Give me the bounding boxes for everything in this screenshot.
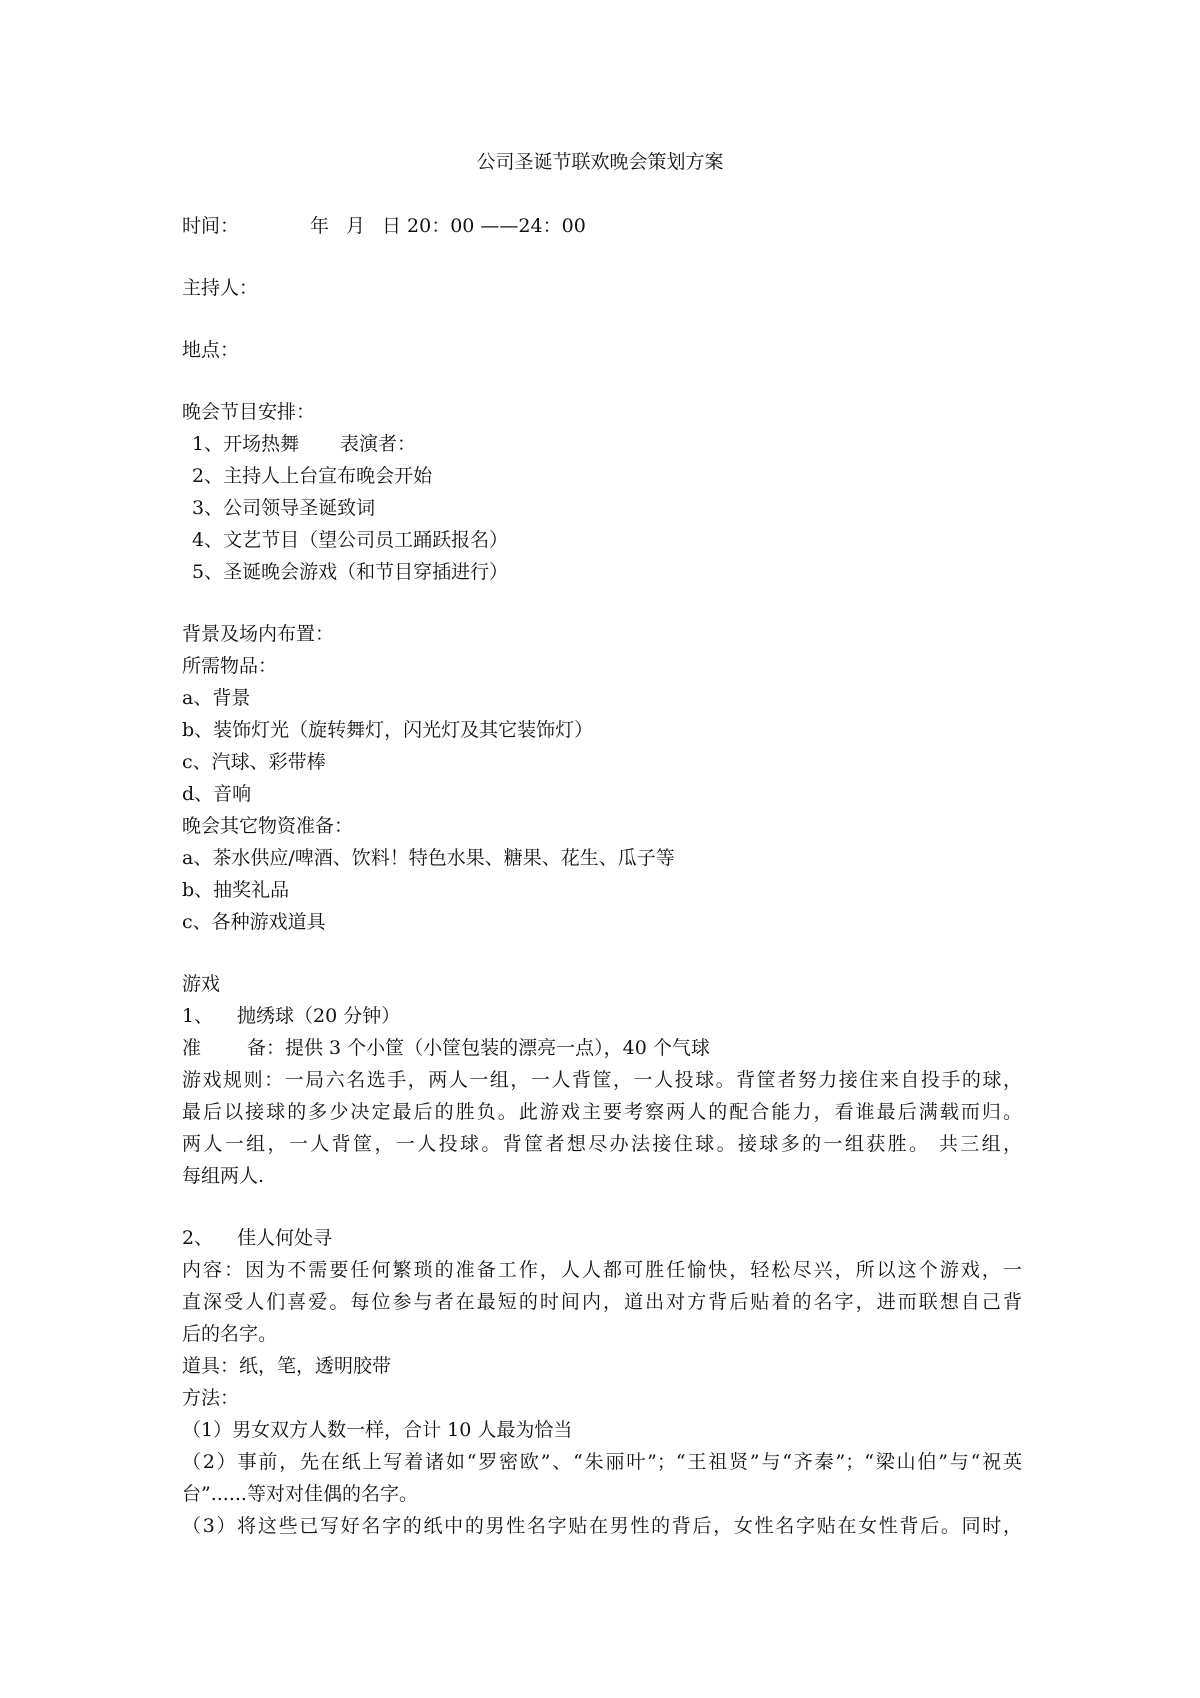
other-item: a、茶水供应/啤酒、饮料！特色水果、糖果、花生、瓜子等 bbox=[182, 847, 675, 869]
game1-prep-label-a: 准 bbox=[182, 1037, 202, 1059]
game2-step: （2）事前，先在纸上写着诸如“罗密欧”、“朱丽叶”；“王祖贤”与“齐秦”；“梁山伯”与“祝英 bbox=[182, 1451, 1022, 1473]
program-item bbox=[182, 428, 1022, 460]
game1-rules-line: 两人一组，一人背筐，一人投球。背筐者想尽办法接住球。接球多的一组获胜。 共三组， bbox=[182, 1133, 1022, 1155]
other-item: c、各种游戏道具 bbox=[182, 911, 326, 933]
document-title: 公司圣诞节联欢晚会策划方案 bbox=[476, 151, 724, 173]
program-item-performer: 表演者： bbox=[340, 433, 417, 455]
game1-prep bbox=[182, 1032, 1022, 1064]
needed-item: b、装饰灯光（旋转舞灯，闪光灯及其它装饰灯） bbox=[182, 719, 594, 741]
game1-title bbox=[182, 1000, 1022, 1032]
needed-heading: 所需物品： bbox=[182, 655, 278, 677]
other-item: b、抽奖礼品 bbox=[182, 879, 290, 901]
game2-content-line: 内容：因为不需要任何繁琐的准备工作，人人都可胜任愉快，轻松尽兴，所以这个游戏，一 bbox=[182, 1259, 1022, 1281]
game2-content-line: 直深受人们喜爱。每位参与者在最短的时间内，道出对方背后贴着的名字，进而联想自己背 bbox=[182, 1291, 1022, 1313]
needed-item: c、汽球、彩带棒 bbox=[182, 751, 326, 773]
game1-rules-line: 最后以接球的多少决定最后的胜负。此游戏主要考察两人的配合能力，看谁最后满载而归。 bbox=[182, 1101, 1022, 1123]
game2-name: 佳人何处寻 bbox=[237, 1227, 333, 1249]
time-label: 时间： bbox=[182, 215, 240, 237]
program-item: 4、文艺节目（望公司员工踊跃报名） bbox=[192, 529, 509, 551]
setup-heading: 背景及场内布置： bbox=[182, 623, 335, 645]
game1-number: 1、 bbox=[182, 1005, 214, 1027]
place-label: 地点： bbox=[182, 339, 240, 361]
game1-prep-text: 提供 3 个小筐（小筐包装的漂亮一点），40 个气球 bbox=[285, 1037, 710, 1059]
other-heading: 晚会其它物资准备： bbox=[182, 815, 354, 837]
game2-title bbox=[182, 1222, 1022, 1254]
program-heading: 晚会节目安排： bbox=[182, 401, 316, 423]
game2-step: 台”......等对对佳偶的名字。 bbox=[182, 1483, 418, 1505]
game2-number: 2、 bbox=[182, 1227, 214, 1249]
program-item: 2、主持人上台宣布晚会开始 bbox=[192, 465, 433, 487]
time-line bbox=[182, 210, 1022, 242]
program-item: 5、圣诞晚会游戏（和节目穿插进行） bbox=[192, 561, 509, 583]
needed-item: d、音响 bbox=[182, 783, 252, 805]
time-month: 月 bbox=[346, 215, 366, 237]
game2-step: （1）男女双方人数一样，合计 10 人最为恰当 bbox=[182, 1419, 573, 1441]
program-item-name: 1、开场热舞 bbox=[192, 433, 300, 455]
time-year: 年 bbox=[310, 215, 330, 237]
game1-rules-line: 每组两人. bbox=[182, 1165, 265, 1187]
game1-rules-line: 游戏规则：一局六名选手，两人一组，一人背筐，一人投球。背筐者努力接住来自投手的球， bbox=[182, 1069, 1022, 1091]
game2-props: 道具：纸，笔，透明胶带 bbox=[182, 1355, 392, 1377]
games-heading: 游戏 bbox=[182, 973, 221, 995]
document-body bbox=[182, 210, 1022, 1542]
program-item: 3、公司领导圣诞致词 bbox=[192, 497, 376, 519]
game1-name: 抛绣球（20 分钟） bbox=[237, 1005, 401, 1027]
game2-method: 方法： bbox=[182, 1387, 240, 1409]
host-label: 主持人： bbox=[182, 277, 259, 299]
game1-prep-label-b: 备： bbox=[247, 1037, 286, 1059]
time-day-range: 日 20：00 ——24：00 bbox=[382, 215, 586, 237]
game2-content-line: 后的名字。 bbox=[182, 1323, 278, 1345]
game2-step: （3）将这些已写好名字的纸中的男性名字贴在男性的背后，女性名字贴在女性背后。同时， bbox=[182, 1515, 1022, 1537]
needed-item: a、背景 bbox=[182, 687, 251, 709]
